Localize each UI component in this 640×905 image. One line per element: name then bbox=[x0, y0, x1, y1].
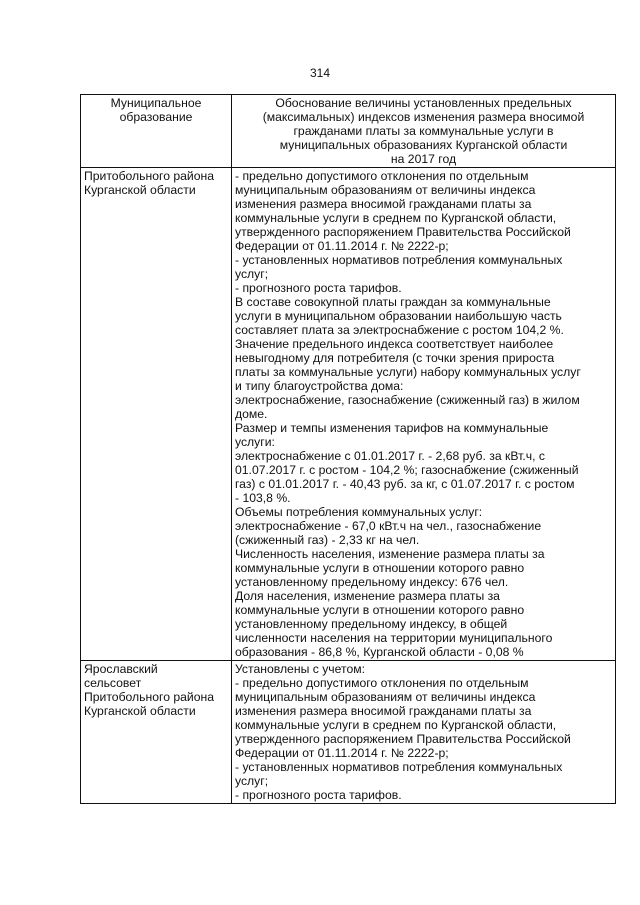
municipality-cell bbox=[81, 661, 232, 804]
text-line: Доля населения, изменение размера платы за bbox=[235, 589, 500, 603]
text-line: установленному предельному индексу: 676 чел. bbox=[235, 575, 509, 589]
text-line: - установленных нормативов потребления коммунальных bbox=[235, 760, 563, 774]
text-line: газ) с 01.01.2017 г. - 40,43 руб. за кг, с 01.07.2017 г. с ростом bbox=[235, 477, 575, 491]
text-line: образования - 86,8 %, Курганской области - 0,08 % bbox=[235, 645, 524, 659]
text-line: изменения размера вносимой гражданами платы за bbox=[235, 197, 532, 211]
text-line: невыгодному для потребителя (с точки зрения прироста bbox=[235, 351, 555, 365]
text-line: доме. bbox=[235, 407, 268, 421]
text-line: и типу благоустройства дома: bbox=[235, 379, 404, 393]
justification-table bbox=[80, 94, 616, 804]
text-line: численности населения на территории муниципального bbox=[235, 631, 553, 645]
text-line: Федерации от 01.11.2014 г. № 2222-р; bbox=[235, 746, 449, 760]
text-line: Размер и темпы изменения тарифов на коммунальные bbox=[235, 421, 549, 435]
text-line: - прогнозного роста тарифов. bbox=[235, 281, 402, 295]
text-line: электроснабжение - 67,0 кВт.ч на чел., газоснабжение bbox=[235, 519, 542, 533]
text-line: Объемы потребления коммунальных услуг: bbox=[235, 505, 483, 519]
header-municipality-line: образование bbox=[119, 110, 193, 124]
header-justification-line: на 2017 год bbox=[390, 152, 457, 166]
text-line: Значение предельного индекса соответствует наиболее bbox=[235, 337, 554, 351]
text-line: 01.07.2017 г. с ростом - 104,2 %; газоснабжение (сжиженный bbox=[235, 463, 579, 477]
text-line: (сжиженный газ) - 2,33 кг на чел. bbox=[235, 533, 420, 547]
text-line: изменения размера вносимой гражданами платы за bbox=[235, 704, 532, 718]
header-justification-line: гражданами платы за коммунальные услуги в bbox=[293, 124, 554, 138]
text-line: - предельно допустимого отклонения по отдельным bbox=[235, 169, 529, 183]
table-row bbox=[81, 168, 616, 661]
text-line: Курганской области bbox=[84, 704, 196, 718]
municipality-cell bbox=[81, 168, 232, 661]
text-line: муниципальным образованиям от величины индекса bbox=[235, 183, 536, 197]
text-line: Притобольного района bbox=[84, 169, 215, 183]
text-line: - прогнозного роста тарифов. bbox=[235, 788, 402, 802]
text-line: сельсовет bbox=[84, 676, 142, 690]
header-municipality-line: Муниципальное bbox=[110, 96, 202, 110]
header-municipality bbox=[81, 95, 232, 168]
header-justification-line: муниципальных образованиях Курганской области bbox=[279, 138, 568, 152]
justification-cell bbox=[232, 661, 616, 804]
text-line: Федерации от 01.11.2014 г. № 2222-р; bbox=[235, 239, 449, 253]
header-justification-line: (максимальных) индексов изменения размера вносимой bbox=[262, 110, 585, 124]
text-line: коммунальные услуги в среднем по Курганской области, bbox=[235, 718, 557, 732]
text-line: Притобольного района bbox=[84, 690, 215, 704]
text-line: Установлены с учетом: bbox=[235, 662, 365, 676]
justification-cell bbox=[232, 168, 616, 661]
text-line: электроснабжение с 01.01.2017 г. - 2,68 руб. за кВт.ч, с bbox=[235, 449, 545, 463]
text-line: Курганской области bbox=[84, 183, 196, 197]
text-line: услуг; bbox=[235, 267, 269, 281]
text-line: - предельно допустимого отклонения по отдельным bbox=[235, 676, 529, 690]
text-line: утвержденного распоряжением Правительства Российской bbox=[235, 225, 571, 239]
text-line: платы за коммунальные услуги) набору коммунальных услуг bbox=[235, 365, 581, 379]
text-line: - установленных нормативов потребления коммунальных bbox=[235, 253, 563, 267]
header-justification bbox=[232, 95, 616, 168]
text-line: Численность населения, изменение размера платы за bbox=[235, 547, 545, 561]
text-line: Ярославский bbox=[84, 662, 158, 676]
table-header-row bbox=[81, 95, 616, 168]
text-line: услуги: bbox=[235, 435, 275, 449]
text-line: коммунальные услуги в отношении которого равно bbox=[235, 603, 525, 617]
text-line: установленному предельному индексу, в общей bbox=[235, 617, 508, 631]
header-justification-line: Обоснование величины установленных предельных bbox=[275, 96, 572, 110]
text-line: В составе совокупной платы граждан за коммунальные bbox=[235, 295, 551, 309]
page-number: 314 bbox=[309, 66, 331, 80]
text-line: коммунальные услуги в среднем по Курганской области, bbox=[235, 211, 557, 225]
text-line: услуги в муниципальном образовании наибольшую часть bbox=[235, 309, 562, 323]
text-line: составляет плата за электроснабжение с ростом 104,2 %. bbox=[235, 323, 564, 337]
table-row bbox=[81, 661, 616, 804]
text-line: муниципальным образованиям от величины индекса bbox=[235, 690, 536, 704]
text-line: электроснабжение, газоснабжение (сжиженный газ) в жилом bbox=[235, 393, 580, 407]
text-line: утвержденного распоряжением Правительства Российской bbox=[235, 732, 571, 746]
text-line: услуг; bbox=[235, 774, 269, 788]
text-line: коммунальные услуги в отношении которого равно bbox=[235, 561, 525, 575]
text-line: - 103,8 %. bbox=[235, 491, 291, 505]
